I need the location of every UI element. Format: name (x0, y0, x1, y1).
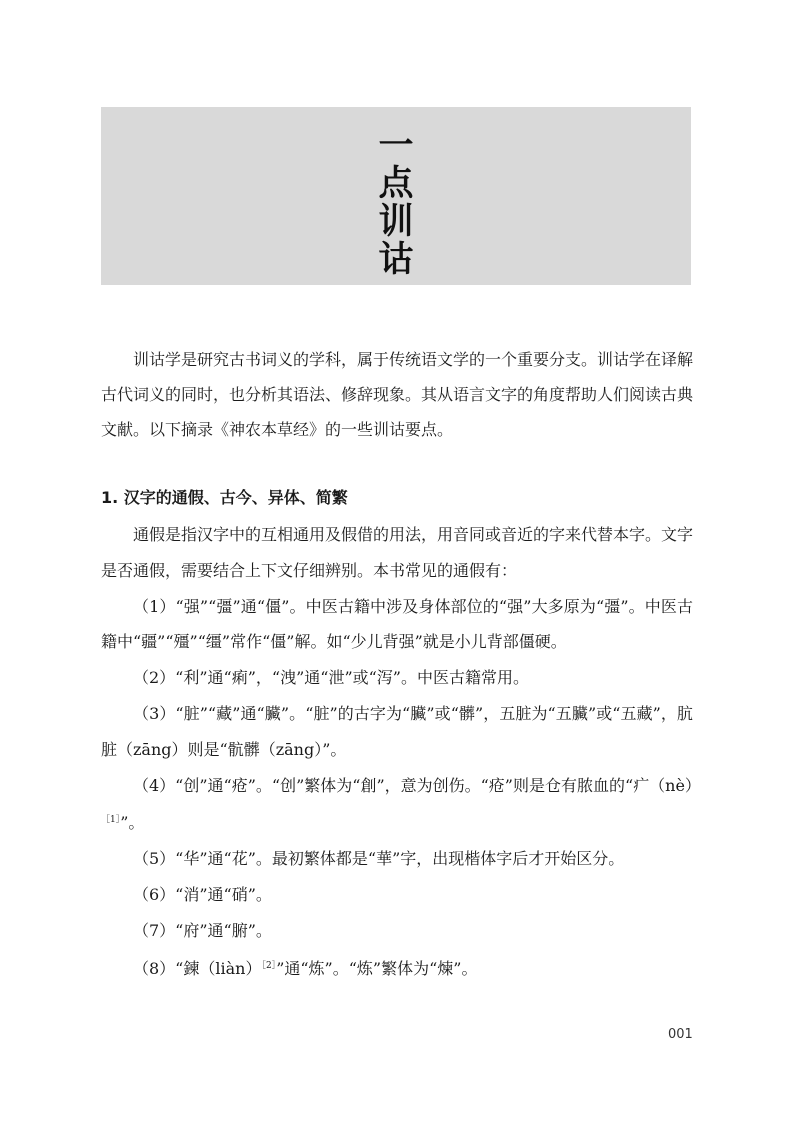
section-body (101, 517, 701, 986)
intro-paragraph: 训诂学是研究古书词义的学科，属于传统语文学的一个重要分支。训诂学在译解古代词义的同时，也分析其语法、修辞现象。其从语言文字的角度帮助人们阅读古典文献。以下摘录《神农本草经》的一些训诂要点。 (101, 350, 694, 439)
chapter-title-char: 诂 (378, 240, 414, 280)
list-item (101, 768, 701, 842)
list-item: （2）“利”通“痢”，“洩”通“泄”或“泻”。中医古籍常用。 (133, 668, 529, 688)
footnote-ref[interactable]: ［2］ (261, 960, 277, 971)
page-number: 001 (668, 1027, 693, 1042)
list-item-text: ”。 (120, 813, 145, 833)
list-item-text: （8）“鍊（liàn） (133, 958, 262, 978)
list-item-text: ”通“炼”。“炼”繁体为“煉”。 (276, 958, 478, 978)
list-item: （5）“华”通“花”。最初繁体都是“華”字，出现楷体字后才开始区分。 (133, 849, 625, 869)
chapter-title-char: 训 (378, 202, 414, 242)
chapter-title-char: 一 (378, 126, 414, 166)
list-item: （1）“强”“彊”通“僵”。中医古籍中涉及身体部位的“强”大多原为“彊”。中医古籍中“疆”“殭”“缰”常作“僵”解。如“少儿背强”就是小儿背部僵硬。 (101, 596, 693, 652)
chapter-title (378, 127, 413, 279)
footnote-ref[interactable]: ［1］ (101, 815, 121, 826)
paragraph: 通假是指汉字中的互相通用及假借的用法，用音同或音近的字来代替本字。文字是否通假，需要结合上下文仔细辨别。本书常见的通假有： (101, 525, 694, 580)
list-item: （6）“消”通“硝”。 (133, 884, 272, 904)
list-item: （7）“府”通“腑”。 (133, 920, 272, 940)
chapter-title-char: 点 (378, 164, 414, 204)
intro-section (101, 342, 693, 447)
section-heading: 1. 汉字的通假、古今、异体、简繁 (101, 488, 348, 507)
chapter-title-banner (101, 107, 691, 285)
list-item (101, 949, 693, 987)
list-item-text: （4）“创”通“疮”。“创”繁体为“創”，意为创伤。“疮”则是仓有脓血的“疒（nè） (133, 775, 701, 795)
list-item: （3）“脏”“藏”通“臟”。“脏”的古字为“臟”或“髒”，五脏为“五臟”或“五藏”，肮脏（zāng）则是“骯髒（zāng）”。 (101, 703, 693, 759)
